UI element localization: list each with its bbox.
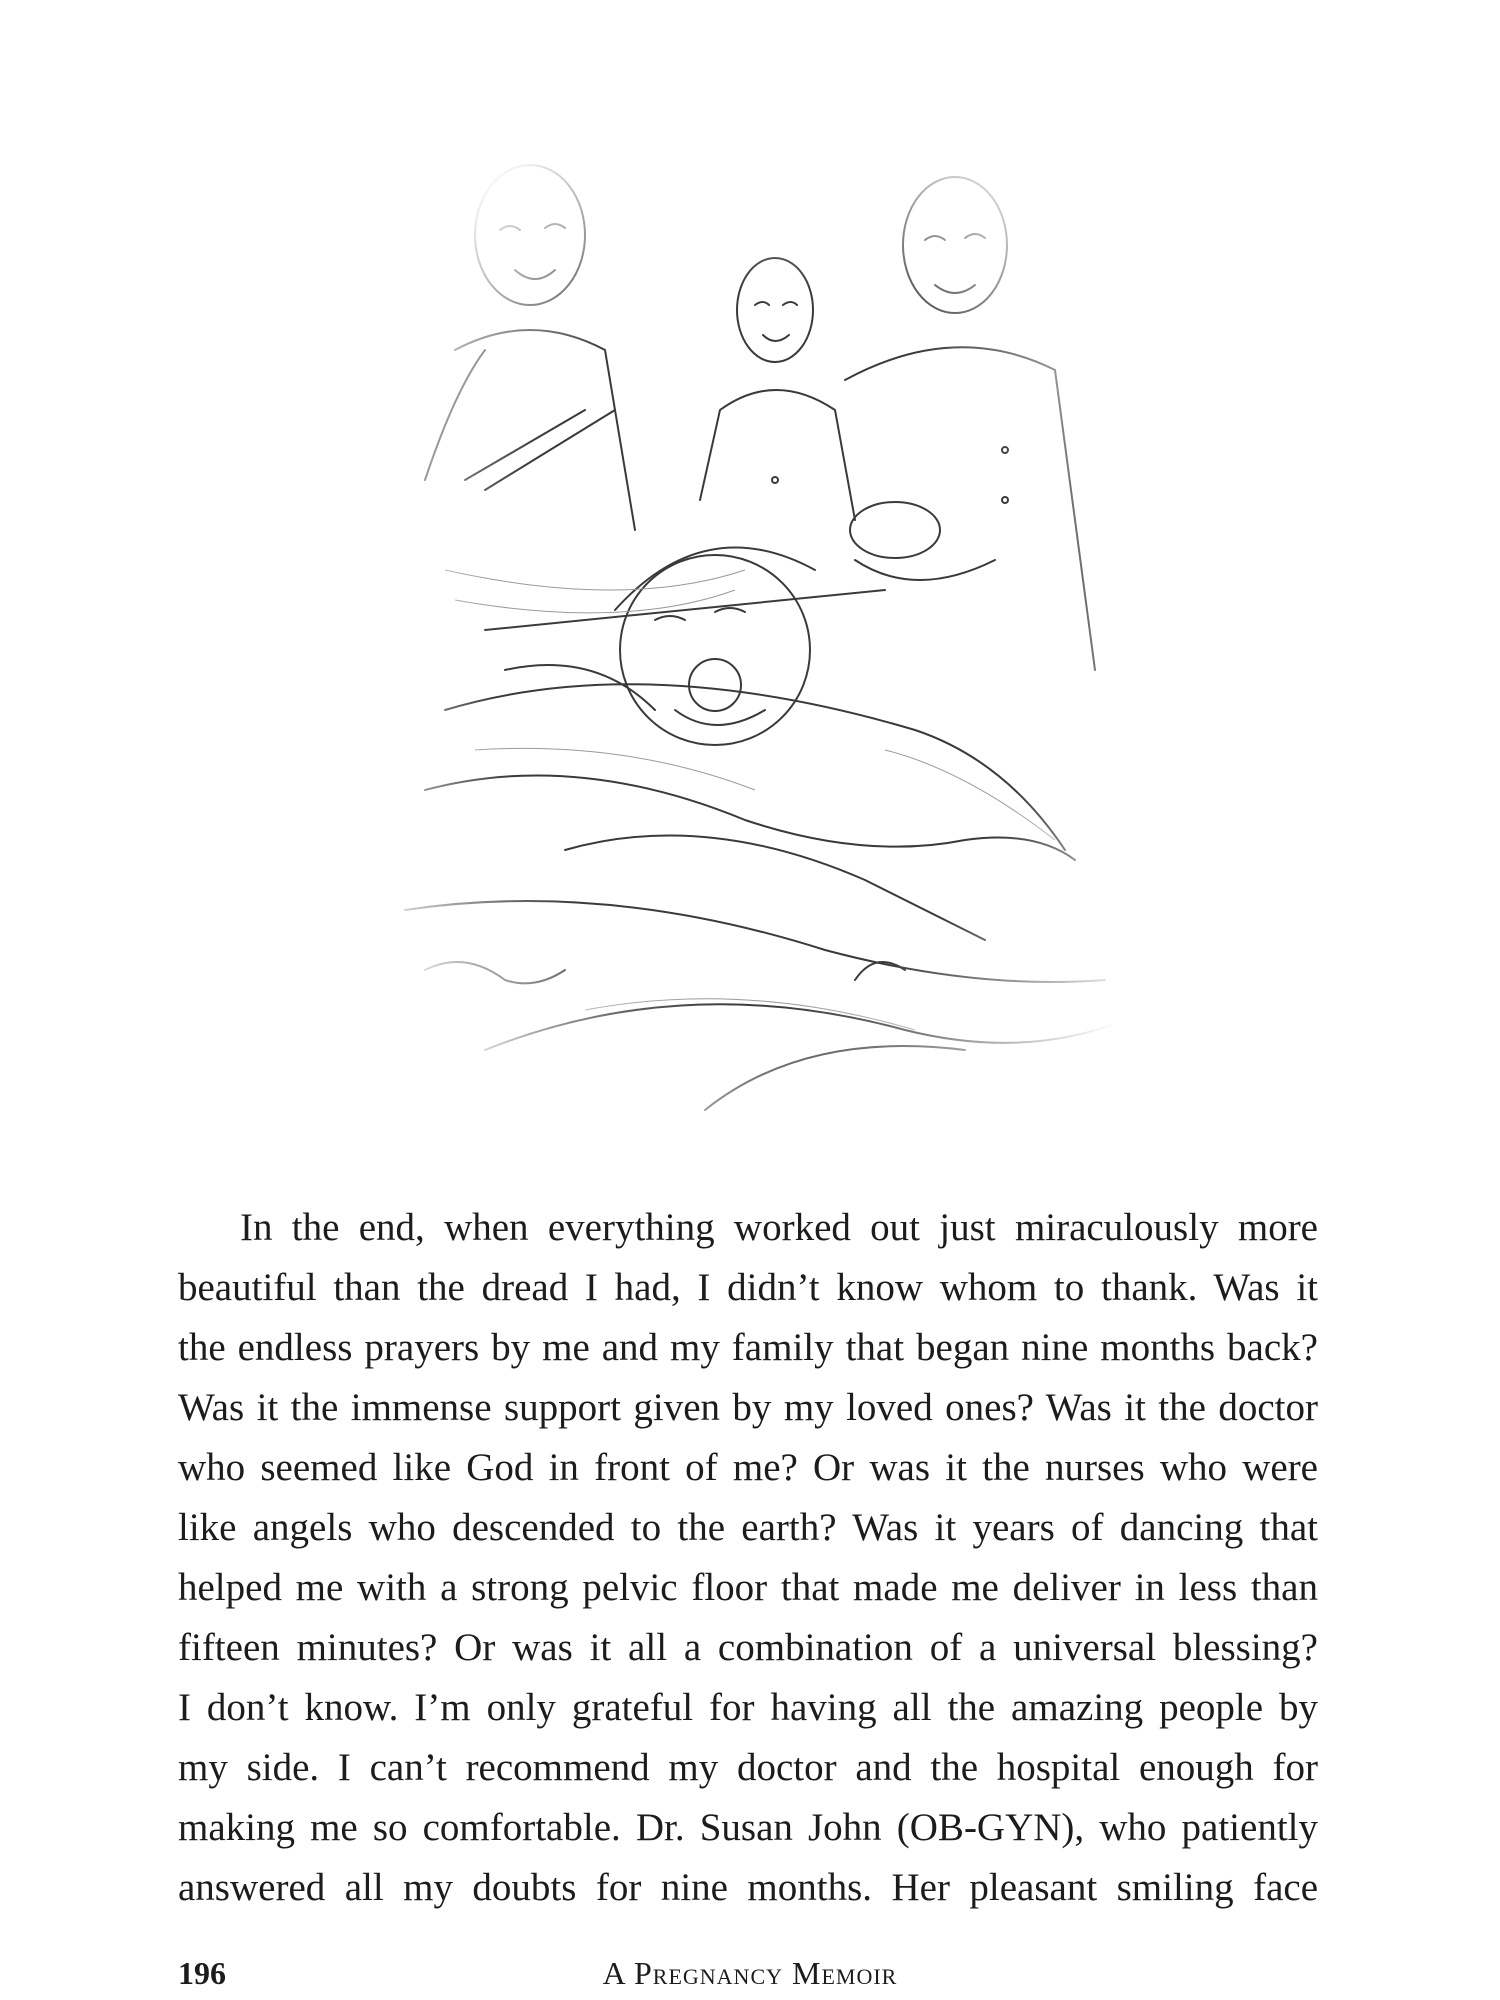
body-line: like angels who descended to the earth? Was it years of dancing that	[178, 1506, 1318, 1549]
body-line: I don’t know. I’m only grateful for having all the amazing people by	[178, 1686, 1318, 1729]
page-footer	[0, 1955, 1500, 1995]
body-line: fifteen minutes? Or was it all a combination of a universal blessing?	[178, 1626, 1318, 1669]
page-number: 196	[178, 1955, 226, 1991]
sketch-photo	[385, 150, 1145, 1140]
body-line: helped me with a strong pelvic floor that made me deliver in less than	[178, 1566, 1318, 1609]
running-head: A Pregnancy Memoir	[602, 1955, 898, 1991]
body-line: my side. I can’t recommend my doctor and the hospital enough for	[178, 1746, 1318, 1789]
body-line: the endless prayers by me and my family that began nine months back?	[178, 1326, 1318, 1369]
body-line: In the end, when everything worked out just miraculously more	[240, 1206, 1318, 1249]
body-paragraph	[178, 1198, 1318, 1918]
body-line: Was it the immense support given by my loved ones? Was it the doctor	[178, 1386, 1318, 1429]
body-line: making me so comfortable. Dr. Susan John (OB-GYN), who patiently	[178, 1806, 1318, 1849]
body-line: answered all my doubts for nine months. Her pleasant smiling face	[178, 1866, 1318, 1909]
body-line: who seemed like God in front of me? Or was it the nurses who were	[178, 1446, 1318, 1489]
body-line: beautiful than the dread I had, I didn’t know whom to thank. Was it	[178, 1266, 1318, 1309]
